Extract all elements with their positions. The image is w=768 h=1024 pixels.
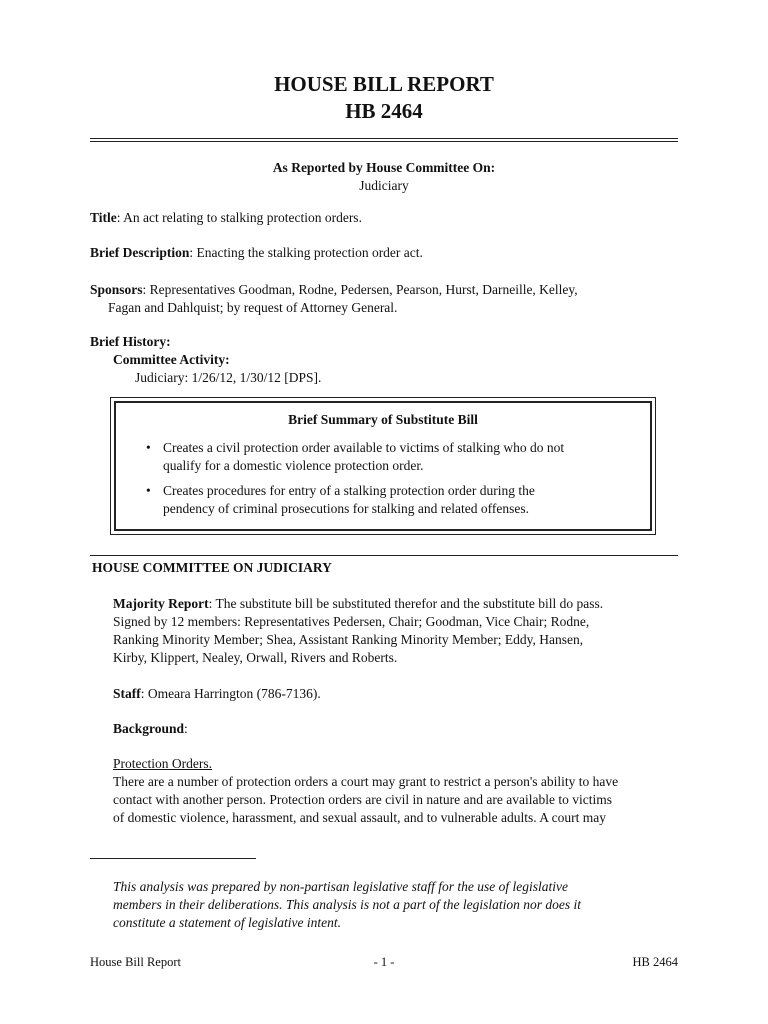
sponsors-label: Sponsors <box>90 282 143 297</box>
majority-report-line-1 <box>113 595 683 613</box>
committee-activity-heading: Committee Activity: <box>113 352 230 367</box>
majority-report-line-4: Kirby, Klippert, Nealey, Orwall, Rivers and Roberts. <box>113 650 398 665</box>
footer-page-number: - 1 - <box>373 955 395 969</box>
brief-description-label: Brief Description <box>90 245 190 260</box>
protection-orders-line-2: contact with another person. Protection orders are civil in nature and are available to victims <box>113 792 612 807</box>
summary-heading: Brief Summary of Substitute Bill <box>288 412 478 427</box>
protection-orders-line-3: of domestic violence, harassment, and sexual assault, and to vulnerable adults. A court may <box>113 810 606 825</box>
background-line <box>113 720 683 738</box>
protection-orders-line-1: There are a number of protection orders a court may grant to restrict a person's ability to have <box>113 774 619 789</box>
reported-heading: As Reported by House Committee On: <box>272 160 496 175</box>
background-colon: : <box>184 721 188 736</box>
majority-report-line-3: Ranking Minority Member; Shea, Assistant Ranking Minority Member; Eddy, Hansen, <box>113 632 584 647</box>
footer-left: House Bill Report <box>90 955 181 969</box>
majority-report-line-2: Signed by 12 members: Representatives Pedersen, Chair; Goodman, Vice Chair; Rodne, <box>113 614 590 629</box>
protection-orders-heading: Protection Orders. <box>113 756 212 771</box>
title-rule-bottom <box>90 141 678 142</box>
bill-number: HB 2464 <box>345 99 423 123</box>
section-rule <box>90 555 678 556</box>
title-text: : An act relating to stalking protection orders. <box>116 210 362 225</box>
footer-right: HB 2464 <box>632 955 678 969</box>
background-label: Background <box>113 721 185 736</box>
sponsors-line-1 <box>90 281 578 299</box>
protection-orders-heading-line <box>113 755 683 773</box>
brief-description <box>90 244 423 262</box>
majority-report-text-1: : The substitute bill be substituted therefor and the substitute bill do pass. <box>208 596 604 611</box>
bullet-marker: • <box>146 483 151 498</box>
sponsors-text-1: : Representatives Goodman, Rodne, Pedersen, Pearson, Hurst, Darneille, Kelley, <box>142 282 578 297</box>
reported-committee: Judiciary <box>359 178 409 193</box>
brief-history-heading: Brief History: <box>90 334 171 349</box>
summary-bullet-2-line-1: Creates procedures for entry of a stalking protection order during the <box>163 483 535 498</box>
sponsors-line-2: Fagan and Dahlquist; by request of Attorney General. <box>108 300 398 315</box>
brief-description-text: : Enacting the stalking protection order act. <box>189 245 423 260</box>
staff-text: : Omeara Harrington (786-7136). <box>140 686 321 701</box>
summary-bullet-2-line-2: pendency of criminal prosecutions for stalking and related offenses. <box>163 501 530 516</box>
majority-report-label: Majority Report <box>113 596 209 611</box>
title-rule-top <box>90 138 678 139</box>
footnote-line-2: members in their deliberations. This analysis is not a part of the legislation nor does it <box>113 897 581 912</box>
title-field <box>90 209 362 227</box>
footnote-line-3: constitute a statement of legislative intent. <box>113 915 341 930</box>
summary-bullet-1-line-2: qualify for a domestic violence protection order. <box>163 458 424 473</box>
committee-heading: HOUSE COMMITTEE ON JUDICIARY <box>92 560 332 575</box>
summary-bullet-1-line-1: Creates a civil protection order available to victims of stalking who do not <box>163 440 565 455</box>
footnote-line-1: This analysis was prepared by non-partisan legislative staff for the use of legislative <box>113 879 568 894</box>
committee-activity-text: Judiciary: 1/26/12, 1/30/12 [DPS]. <box>135 370 322 385</box>
bullet-marker: • <box>146 440 151 455</box>
title-label: Title <box>90 210 117 225</box>
footnote-rule <box>90 858 256 859</box>
staff-label: Staff <box>113 686 141 701</box>
report-title: HOUSE BILL REPORT <box>274 72 494 96</box>
staff-line <box>113 685 683 703</box>
